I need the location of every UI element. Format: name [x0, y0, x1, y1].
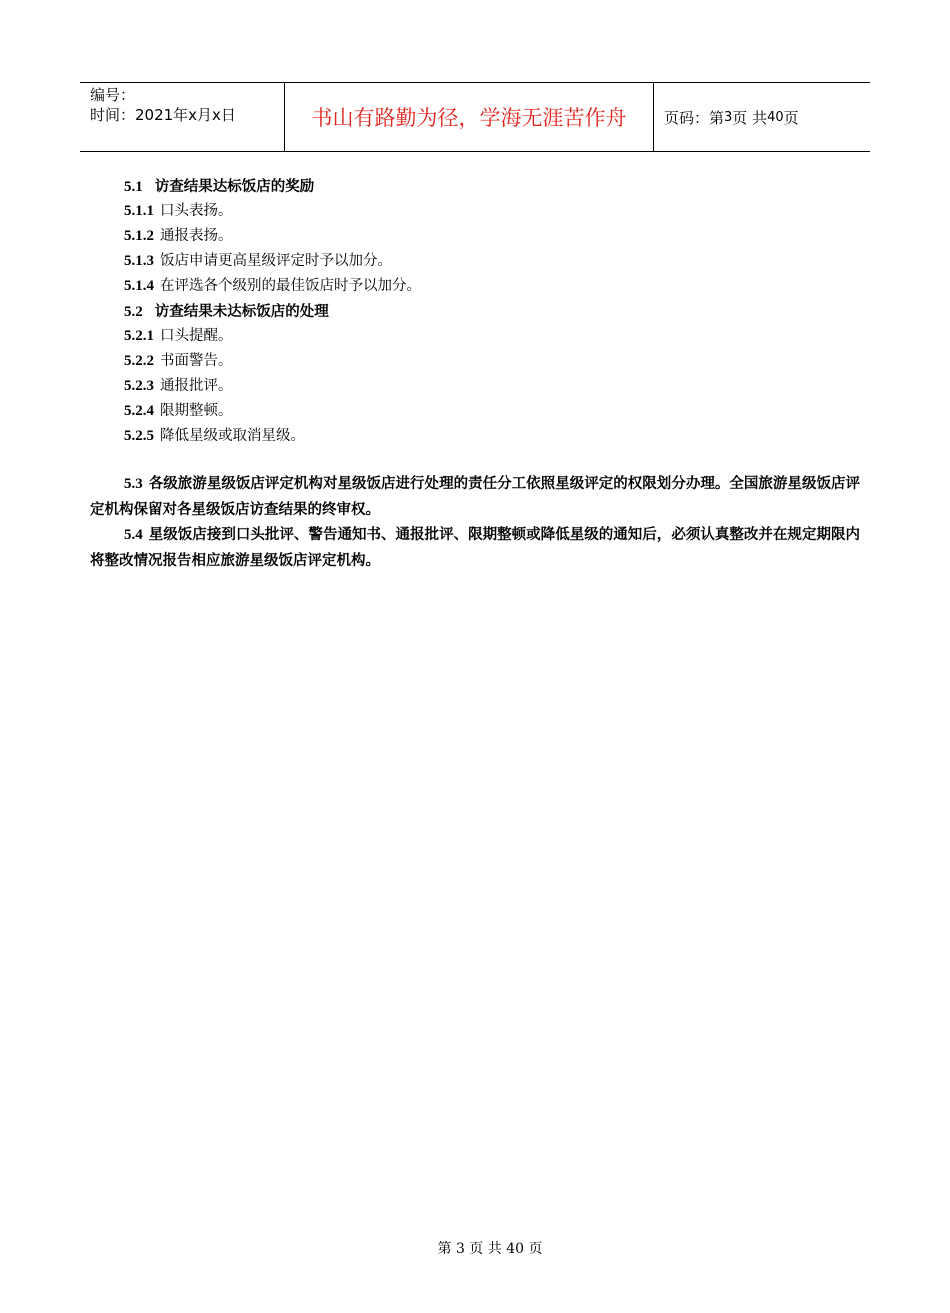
header-page-info	[654, 83, 870, 151]
list-item	[90, 324, 860, 349]
header-meta	[80, 83, 284, 151]
item-text: 口头表扬。	[160, 203, 233, 219]
header-motto: 书山有路勤为径，学海无涯苦作舟	[284, 83, 654, 151]
document-body	[90, 174, 860, 573]
item-text: 通报表扬。	[160, 228, 233, 244]
list-item	[90, 199, 860, 224]
item-number: 5.2.3	[124, 378, 154, 394]
item-number: 5.1	[124, 179, 143, 195]
list-item	[90, 349, 860, 374]
item-number: 5.2.1	[124, 328, 154, 344]
paragraph-number: 5.4	[124, 527, 143, 543]
list-item	[90, 274, 860, 299]
section-heading	[90, 299, 860, 324]
page-suffix: 页	[783, 108, 799, 127]
page-current: 3	[724, 109, 733, 125]
item-text: 通报批评。	[160, 378, 233, 394]
list-item	[90, 374, 860, 399]
paragraph-text: 星级饭店接到口头批评、警告通知书、通报批评、限期整顿或降低星级的通知后，必须认真整改并在规定期限内将整改情况报告相应旅游星级饭店评定机构。	[90, 526, 860, 569]
paragraph-text: 各级旅游星级饭店评定机构对星级饭店进行处理的责任分工依照星级评定的权限划分办理。全国旅游星级饭店评定机构保留对各星级饭店访查结果的终审权。	[90, 475, 860, 518]
item-number: 5.1.3	[124, 253, 154, 269]
page-prefix: 页码：第	[664, 108, 725, 127]
page-header	[80, 82, 870, 152]
document-number-label: 编号：	[90, 86, 136, 104]
list-item	[90, 399, 860, 424]
item-number: 5.2.4	[124, 403, 154, 419]
item-text: 在评选各个级别的最佳饭店时予以加分。	[160, 278, 421, 294]
list-item	[90, 424, 860, 449]
item-number: 5.2.5	[124, 428, 154, 444]
item-text: 访查结果达标饭店的奖励	[154, 178, 315, 195]
item-number: 5.2.2	[124, 353, 154, 369]
item-number: 5.1.2	[124, 228, 154, 244]
item-text: 降低星级或取消星级。	[160, 428, 305, 444]
list-item	[90, 249, 860, 274]
page-mid: 页 共	[732, 108, 768, 127]
list-item	[90, 224, 860, 249]
paragraph	[90, 522, 860, 573]
item-number: 5.1.1	[124, 203, 154, 219]
paragraph	[90, 471, 860, 522]
item-text: 访查结果未达标饭店的处理	[154, 303, 329, 320]
page-total: 40	[767, 109, 784, 125]
paragraph-number: 5.3	[124, 476, 143, 492]
item-text: 书面警告。	[160, 353, 233, 369]
item-number: 5.2	[124, 304, 143, 320]
item-text: 饭店申请更高星级评定时予以加分。	[160, 253, 392, 269]
page-footer: 第 3 页 共 40 页	[437, 1241, 543, 1257]
document-date: 时间：2021年x月x日	[90, 106, 236, 124]
section-heading	[90, 174, 860, 199]
item-text: 口头提醒。	[160, 328, 233, 344]
item-number: 5.1.4	[124, 278, 154, 294]
item-text: 限期整顿。	[160, 403, 233, 419]
